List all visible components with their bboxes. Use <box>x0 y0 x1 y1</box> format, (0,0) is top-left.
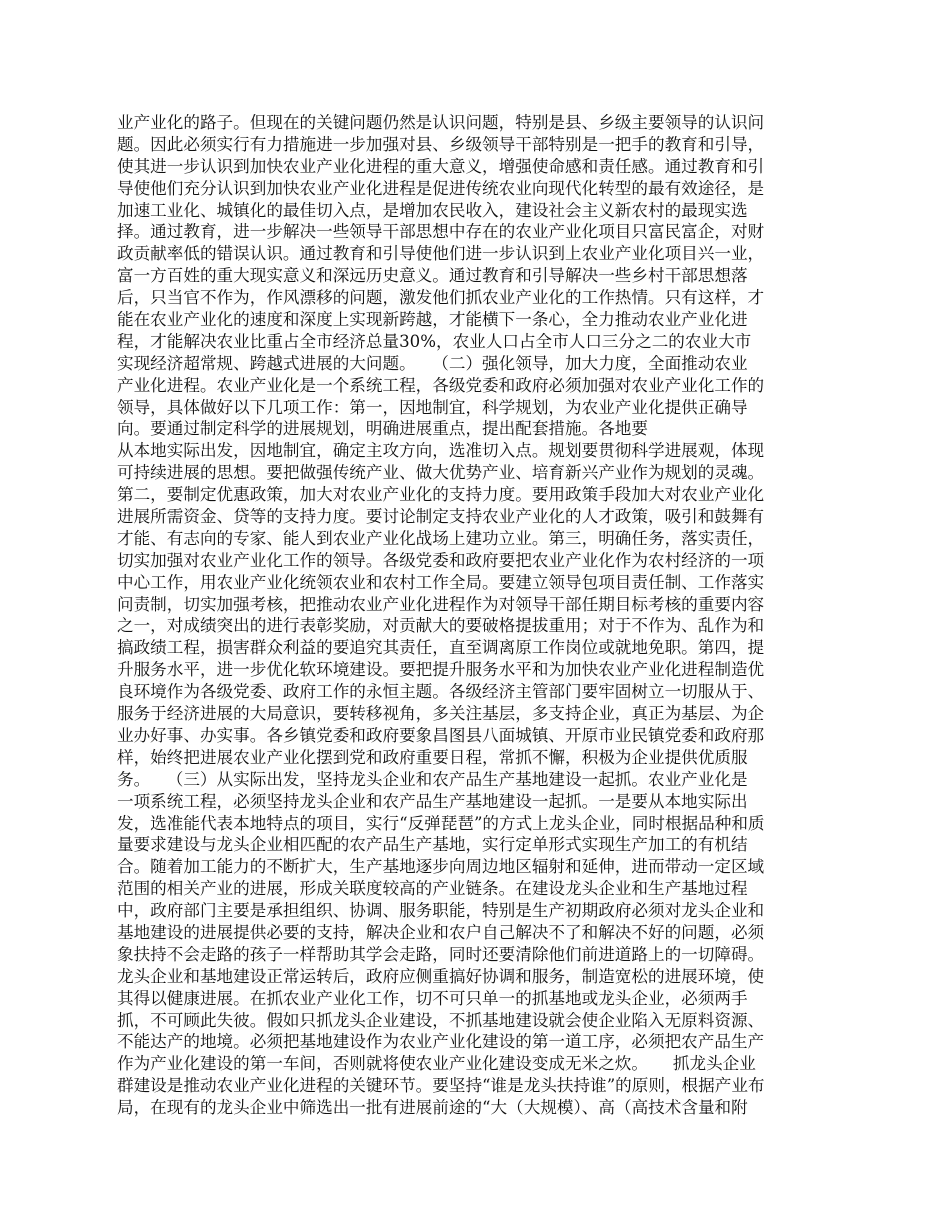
text-line: 局，在现有的龙头企业中筛选出一批有进展前途的“大（大规模）、高（高技术含量和附 <box>117 1098 748 1118</box>
text-line: 良环境作为各级党委、政府工作的永恒主题。各级经济主管部门要牢固树立一切服从于、 <box>117 682 765 702</box>
text-line: 服务于经济进展的大局意识，要转移视角，多关注基层，多支持企业，真正为基层、为企 <box>117 704 765 724</box>
text-line: 范围的相关产业的进展，形成关联度较高的产业链条。在建设龙头企业和生产基地过程 <box>117 879 748 899</box>
text-line: 择。通过教育，进一步解决一些领导干部思想中存在的农业产业化项目只富民富企，对财 <box>117 222 765 242</box>
text-line: 量要求建设与龙头企业相匹配的农产品生产基地，实行定单形式实现生产加工的有机结 <box>117 835 748 855</box>
text-line: 从本地实际出发，因地制宜，确定主攻方向，选准切入点。规划要贯彻科学进展观，体现 <box>117 441 765 461</box>
text-line: 中心工作，用农业产业化统领农业和农村工作全局。要建立领导包项目责任制、工作落实 <box>117 572 765 592</box>
text-line: 后，只当官不作为，作风漂移的问题，激发他们抓农业产业化的工作热情。只有这样，才 <box>117 288 765 308</box>
text-line: 之一，对成绩突出的进行表彰奖励，对贡献大的要破格提拔重用；对于不作为、乱作为和 <box>117 616 765 636</box>
text-line: 搞政绩工程，损害群众利益的要追究其责任，直至调离原工作岗位或就地免职。第四，提 <box>117 638 765 658</box>
text-line: 基地建设的进展提供必要的支持，解决企业和农户自己解决不了和解决不好的问题，必须 <box>117 922 765 942</box>
text-line: 发，选准能代表本地特点的项目，实行“反弹琵琶”的方式上龙头企业，同时根据品种和质 <box>117 813 765 833</box>
text-line: 升服务水平，进一步优化软环境建设。要把提升服务水平和为加快农业产业化进程制造优 <box>117 660 765 680</box>
text-line: 不能达产的地境。必须把基地建设作为农业产业化建设的第一道工序，必须把农产品生产 <box>117 1032 765 1052</box>
text-line: 能在农业产业化的速度和深度上实现新跨越，才能横下一条心，全力推动农业产业化进 <box>117 310 748 330</box>
text-line: 问责制，切实加强考核，把推动农业产业化进程作为对领导干部任期目标考核的重要内容 <box>117 594 765 614</box>
text-line: 务。 （三）从实际出发，坚持龙头企业和农产品生产基地建设一起抓。农业产业化是 <box>117 769 748 789</box>
text-line: 中，政府部门主要是承担组织、协调、服务职能，特别是生产初期政府必须对龙头企业和 <box>117 901 765 921</box>
text-line: 象扶持不会走路的孩子一样帮助其学会走路，同时还要清除他们前进道路上的一切障碍。 <box>117 944 765 964</box>
text-line: 富一方百姓的重大现实意义和深远历史意义。通过教育和引导解决一些乡村干部思想落 <box>117 266 748 286</box>
text-line: 产业化进程。农业产业化是一个系统工程，各级党委和政府必须加强对农业产业化工作的 <box>117 375 765 395</box>
text-line: 导使他们充分认识到加快农业产业化进程是促进传统农业向现代化转型的最有效途径，是 <box>117 178 765 198</box>
text-line: 作为产业化建设的第一车间，否则就将使农业产业化建设变成无米之炊。 抓龙头企业 <box>117 1054 756 1074</box>
text-line: 进展所需资金、贷等的支持力度。要讨论制定支持农业产业化的人才政策，吸引和鼓舞有 <box>117 507 765 527</box>
text-line: 第二，要制定优惠政策，加大对农业产业化的支持力度。要用政策手段加大对农业产业化 <box>117 485 765 505</box>
text-line: 其得以健康进展。在抓农业产业化工作，切不可只单一的抓基地或龙头企业，必须两手 <box>117 988 748 1008</box>
text-line: 抓，不可顾此失彼。假如只抓龙头企业建设，不抓基地建设就会使企业陷入无原料资源、 <box>117 1010 765 1030</box>
body-text <box>117 112 837 1119</box>
text-line: 领导，具体做好以下几项工作：第一，因地制宜，科学规划，为农业产业化提供正确导 <box>117 397 748 417</box>
text-line: 程，才能解决农业比重占全市经济总量30%，农业人口占全市人口三分之二的农业大市 <box>117 331 752 351</box>
text-line: 切实加强对农业产业化工作的领导。各级党委和政府要把农业产业化作为农村经济的一项 <box>117 550 765 570</box>
text-line: 一项系统工程，必须坚持龙头企业和农产品生产基地建设一起抓。一是要从本地实际出 <box>117 791 748 811</box>
text-line: 群建设是推动农业产业化进程的关键环节。要坚持“谁是龙头扶持谁”的原则，根据产业布 <box>117 1076 765 1096</box>
text-line: 样，始终把进展农业产业化摆到党和政府重要日程，常抓不懈，积极为企业提供优质服 <box>117 747 748 767</box>
text-line: 政贡献率低的错误认识。通过教育和引导使他们进一步认识到上农业产业化项目兴一业， <box>117 244 765 264</box>
text-line: 可持续进展的思想。要把做强传统产业、做大优势产业、培育新兴产业作为规划的灵魂。 <box>117 463 765 483</box>
text-line: 加速工业化、城镇化的最佳切入点，是增加农民收入，建设社会主义新农村的最现实选 <box>117 200 748 220</box>
text-line: 向。要通过制定科学的进展规划，明确进展重点，提出配套措施。各地要 <box>117 419 648 439</box>
text-line: 才能、有志向的专家、能人到农业产业化战场上建功立业。第三，明确任务，落实责任， <box>117 528 765 548</box>
text-line: 题。因此必须实行有力措施进一步加强对县、乡级领导干部特别是一把手的教育和引导， <box>117 134 765 154</box>
text-line: 龙头企业和基地建设正常运转后，政府应侧重搞好协调和服务，制造宽松的进展环境，使 <box>117 966 765 986</box>
text-line: 业产业化的路子。但现在的关键问题仍然是认识问题，特别是县、乡级主要领导的认识问 <box>117 113 765 132</box>
text-line: 实现经济超常规、跨越式进展的大问题。 （二）强化领导，加大力度，全面推动农业 <box>117 353 748 373</box>
text-line: 使其进一步认识到加快农业产业化进程的重大意义，增强使命感和责任感。通过教育和引 <box>117 156 765 176</box>
text-line: 业办好事、办实事。各乡镇党委和政府要象昌图县八面城镇、开原市业民镇党委和政府那 <box>117 725 765 745</box>
text-line: 合。随着加工能力的不断扩大，生产基地逐步向周边地区辐射和延伸，进而带动一定区域 <box>117 857 765 877</box>
